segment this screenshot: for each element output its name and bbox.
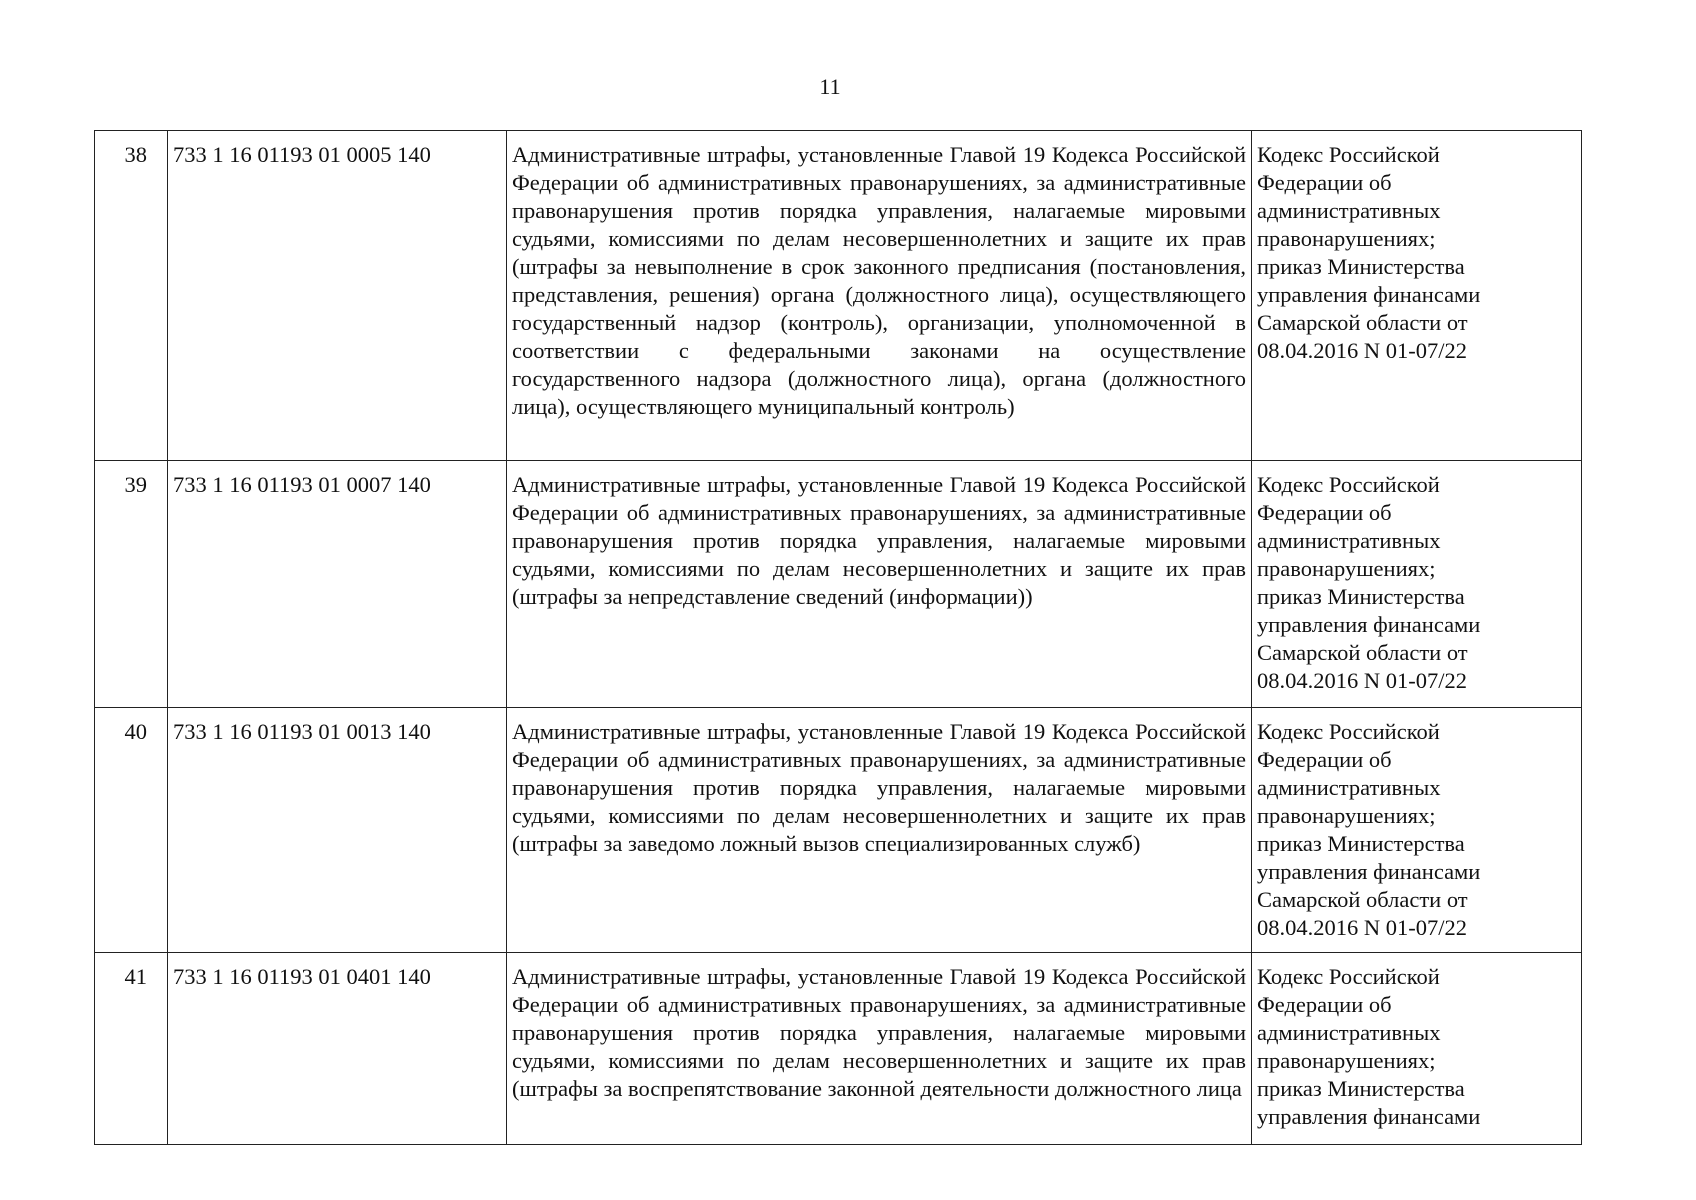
legal-basis-line: приказ Министерства (1257, 584, 1465, 609)
legal-basis-line: Федерации об (1257, 992, 1392, 1017)
legal-basis-line: Кодекс Российской (1257, 719, 1440, 744)
row-number: 40 (95, 708, 168, 953)
budget-code: 733 1 16 01193 01 0013 140 (168, 708, 507, 953)
legal-basis-line: Самарской области от (1257, 887, 1468, 912)
legal-basis-line: правонарушениях; (1257, 803, 1436, 828)
budget-code: 733 1 16 01193 01 0401 140 (168, 953, 507, 1145)
budget-code: 733 1 16 01193 01 0005 140 (168, 131, 507, 461)
legal-basis-line: административных (1257, 1020, 1441, 1045)
legal-basis-line: Федерации об (1257, 500, 1392, 525)
budget-codes-table (94, 130, 1582, 1145)
legal-basis-line: Кодекс Российской (1257, 142, 1440, 167)
budget-code: 733 1 16 01193 01 0007 140 (168, 461, 507, 708)
table-row (95, 953, 1582, 1145)
table-row (95, 131, 1582, 461)
legal-basis-line: управления финансами (1257, 859, 1481, 884)
legal-basis-line: приказ Министерства (1257, 831, 1465, 856)
legal-basis-line: административных (1257, 775, 1441, 800)
legal-basis-line: Самарской области от (1257, 310, 1468, 335)
row-description: Административные штрафы, установленные Главой 19 Кодекса Российской Федерации об административных правонарушениях, за административные правонарушения против порядка управления, налагаемые мировыми судьями, комиссиями по делам несовершеннолетних и защите их прав (штрафы за заведомо ложный вызов специализированных служб) (507, 708, 1252, 953)
row-description: Административные штрафы, установленные Главой 19 Кодекса Российской Федерации об административных правонарушениях, за административные правонарушения против порядка управления, налагаемые мировыми судьями, комиссиями по делам несовершеннолетних и защите их прав (штрафы за воспрепятствование законной деятельности должностного лица (507, 953, 1252, 1145)
legal-basis-line: Кодекс Российской (1257, 964, 1440, 989)
legal-basis-line: правонарушениях; (1257, 1048, 1436, 1073)
legal-basis (1252, 131, 1582, 461)
legal-basis (1252, 953, 1582, 1145)
page-number: 11 (819, 74, 841, 99)
legal-basis-line: правонарушениях; (1257, 556, 1436, 581)
legal-basis-line: управления финансами (1257, 1104, 1481, 1129)
legal-basis-line: административных (1257, 528, 1441, 553)
legal-basis (1252, 708, 1582, 953)
row-number: 38 (95, 131, 168, 461)
legal-basis-line: 08.04.2016 N 01-07/22 (1257, 338, 1467, 363)
row-number: 41 (95, 953, 168, 1145)
legal-basis-line: управления финансами (1257, 612, 1481, 637)
legal-basis-line: управления финансами (1257, 282, 1481, 307)
row-number: 39 (95, 461, 168, 708)
table-row (95, 708, 1582, 953)
legal-basis-line: Федерации об (1257, 170, 1392, 195)
row-description: Административные штрафы, установленные Главой 19 Кодекса Российской Федерации об административных правонарушениях, за административные правонарушения против порядка управления, налагаемые мировыми судьями, комиссиями по делам несовершеннолетних и защите их прав (штрафы за невыполнение в срок законного предписания (постановления, представления, решения) органа (должностного лица), осуществляющего государственный надзор (контроль), организации, уполномоченной в соответствии с федеральными законами на осуществление государственного надзора (должностного лица), органа (должностного лица), осуществляющего муниципальный контроль) (507, 131, 1252, 461)
legal-basis-line: административных (1257, 198, 1441, 223)
legal-basis-line: 08.04.2016 N 01-07/22 (1257, 668, 1467, 693)
legal-basis-line: приказ Министерства (1257, 254, 1465, 279)
row-description: Административные штрафы, установленные Главой 19 Кодекса Российской Федерации об административных правонарушениях, за административные правонарушения против порядка управления, налагаемые мировыми судьями, комиссиями по делам несовершеннолетних и защите их прав (штрафы за непредставление сведений (информации)) (507, 461, 1252, 708)
legal-basis-line: приказ Министерства (1257, 1076, 1465, 1101)
legal-basis-line: правонарушениях; (1257, 226, 1436, 251)
table-row (95, 461, 1582, 708)
legal-basis-line: Самарской области от (1257, 640, 1468, 665)
legal-basis (1252, 461, 1582, 708)
legal-basis-line: Федерации об (1257, 747, 1392, 772)
legal-basis-line: 08.04.2016 N 01-07/22 (1257, 915, 1467, 940)
legal-basis-line: Кодекс Российской (1257, 472, 1440, 497)
